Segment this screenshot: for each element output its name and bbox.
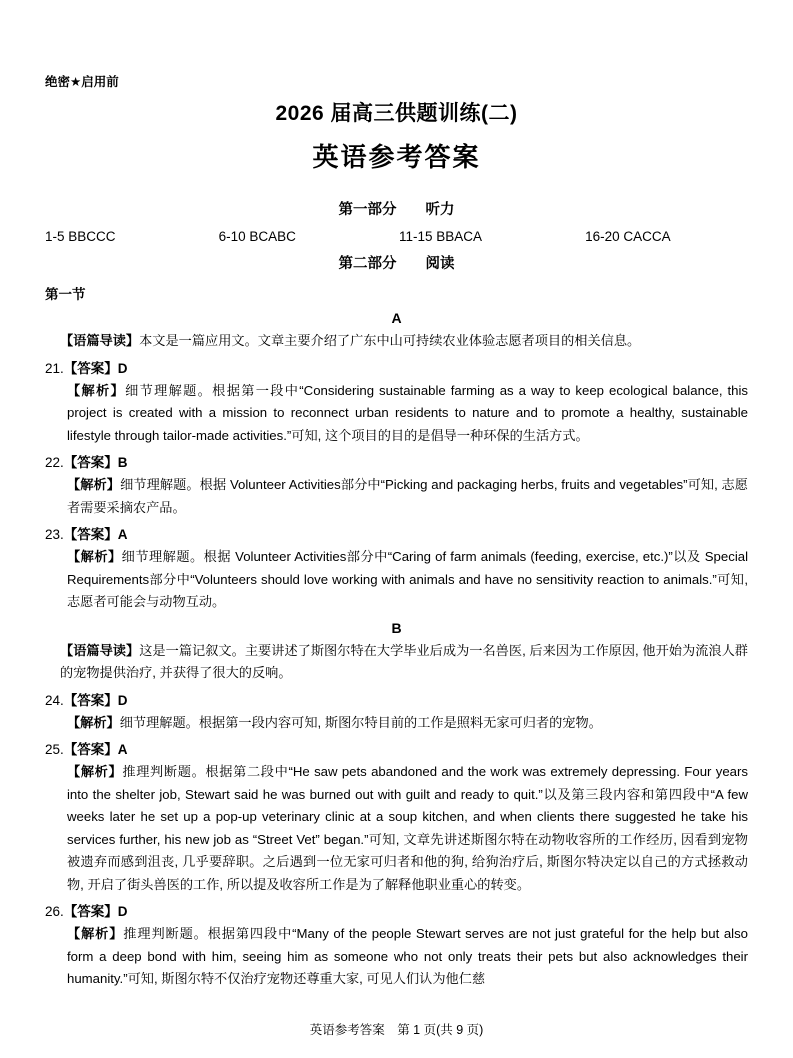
passage-a-intro [60, 330, 748, 353]
question-23-analysis-tag: 【解析】 [67, 549, 122, 564]
passage-b-intro-tag: 【语篇导读】 [60, 642, 140, 658]
question-24-answer-line [45, 692, 748, 710]
question-25-number: 25. [45, 742, 64, 757]
listening-answers-row [45, 227, 671, 246]
question-24-number: 24. [45, 692, 64, 708]
question-24-analysis-tag: 【解析】 [67, 714, 120, 730]
question-26-analysis-text: 推理判断题。根据第四段中“Many of the people Stewart serves are not just grateful for the help but also form a deep bond with him, seeing him as someone who not only treats their pets but also acknowledges their humanity.”可知, 斯图尔特不仅治疗宠物还尊重大家, 可见人们认为他仁慈 [67, 926, 749, 986]
question-26-answer-tag: 【答案】 [63, 904, 118, 919]
question-21-answer-tag: 【答案】 [63, 360, 118, 376]
question-22-analysis-tag: 【解析】 [67, 477, 121, 492]
question-25-analysis-tag: 【解析】 [67, 764, 123, 779]
question-22-answer-tag: 【答案】 [63, 455, 118, 470]
passage-a-label: A [391, 310, 402, 326]
question-25-analysis-text: 推理判断题。根据第二段中“He saw pets abandoned and the work was extremely depressing. Four years into the shelter job, Stewart said he was burned out with guilt and ready to quit.”以及第三段内容和第四段中“A few weeks later he set up a pop-up veterinary clinic at a soup kitchen, and when clients there suggested he take his services further, his new job as “Street Vet” began.”可知, 文章先讲述斯图尔特在动物收容所的工作经历, 因看到宠物被遗弃而感到沮丧, 几乎要辞职。之后遇到一位无家可归者和他的狗, 给狗治疗后, 斯图尔特决定以自己的方式拯救动物, 开启了街头兽医的工作, 所以提及收容所工作是为了解释他职业重心的转变。 [67, 764, 748, 892]
question-23-number: 23. [45, 527, 64, 542]
question-21-number: 21. [45, 360, 64, 376]
question-26-number: 26. [45, 904, 64, 919]
passage-a-intro-text: 本文是一篇应用文。文章主要介绍了广东中山可持续农业体验志愿者项目的相关信息。 [139, 333, 641, 348]
question-22-answer-line [45, 454, 748, 472]
question-24-answer: D [117, 692, 128, 708]
question-24-answer-tag: 【答案】 [63, 692, 118, 708]
listening-answers-1-5: 1-5 BBCCC [45, 229, 116, 244]
question-23-analysis [67, 546, 748, 614]
passage-b-intro [60, 640, 748, 685]
question-25-answer: A [117, 742, 128, 757]
listening-answers-11-15: 11-15 BBACA [398, 229, 483, 244]
question-21-analysis-tag: 【解析】 [67, 382, 126, 398]
question-26-answer: D [117, 904, 128, 919]
question-22-answer: B [117, 455, 128, 470]
question-23-answer-tag: 【答案】 [63, 527, 118, 542]
question-25-analysis [67, 761, 748, 896]
question-23-analysis-text: 细节理解题。根据 Volunteer Activities部分中“Caring of farm animals (feeding, exercise, etc.)”以及 Special Requirements部分中“Volunteers should love working with animals and have no sensitivity reaction to animals.”可知, 志愿者可能会与动物互动。 [67, 549, 749, 609]
listening-answers-16-20: 16-20 CACCA [585, 229, 671, 244]
passage-b-label: B [391, 619, 402, 636]
question-22-number: 22. [45, 455, 64, 470]
doc-subtitle: 英语参考答案 [312, 142, 481, 172]
question-26-analysis [67, 923, 748, 991]
question-24-analysis-text: 细节理解题。根据第一段内容可知, 斯图尔特目前的工作是照料无家可归者的宠物。 [119, 714, 602, 730]
question-24-analysis [67, 712, 748, 735]
question-22-analysis [67, 474, 748, 519]
question-25-answer-line [45, 741, 748, 759]
question-21-answer: D [117, 360, 128, 376]
doc-title: 2026 届高三供题训练(二) [275, 102, 518, 125]
classification-label: 绝密★启用前 [45, 75, 119, 89]
question-26-analysis-tag: 【解析】 [67, 926, 124, 941]
passage-b-intro-text: 这是一篇记叙文。主要讲述了斯图尔特在大学毕业后成为一名兽医, 后来因为工作原因, 他开始为流浪人群的宠物提供治疗, 并获得了很大的反响。 [60, 642, 748, 680]
part1-heading: 第一部分 听力 [338, 202, 455, 218]
question-25-answer-tag: 【答案】 [63, 742, 118, 757]
passage-a-intro-tag: 【语篇导读】 [60, 333, 140, 348]
question-21-analysis-text: 细节理解题。根据第一段中“Considering sustainable farming as a way to keep ecological balance, this project is created with a mission to reconnect urban residents to nature and to promote a healthy, sustainable lifestyle through tailor-made activities.”可知, 这个项目的目的是倡导一种环保的生活方式。 [67, 382, 749, 443]
listening-answers-6-10: 6-10 BCABC [218, 229, 296, 244]
question-23-answer: A [117, 527, 128, 542]
question-21-analysis [67, 380, 748, 448]
part2-heading: 第二部分 阅读 [338, 256, 455, 272]
question-21-answer-line [45, 360, 748, 378]
question-26-answer-line [45, 903, 748, 921]
question-23-answer-line [45, 526, 748, 544]
section1-label: 第一节 [45, 287, 86, 302]
page-footer: 英语参考答案 第 1 页(共 9 页) [309, 1023, 484, 1037]
question-22-analysis-text: 细节理解题。根据 Volunteer Activities部分中“Picking and packaging herbs, fruits and vegetables”可知, 志愿者需要采摘农产品。 [67, 477, 748, 515]
